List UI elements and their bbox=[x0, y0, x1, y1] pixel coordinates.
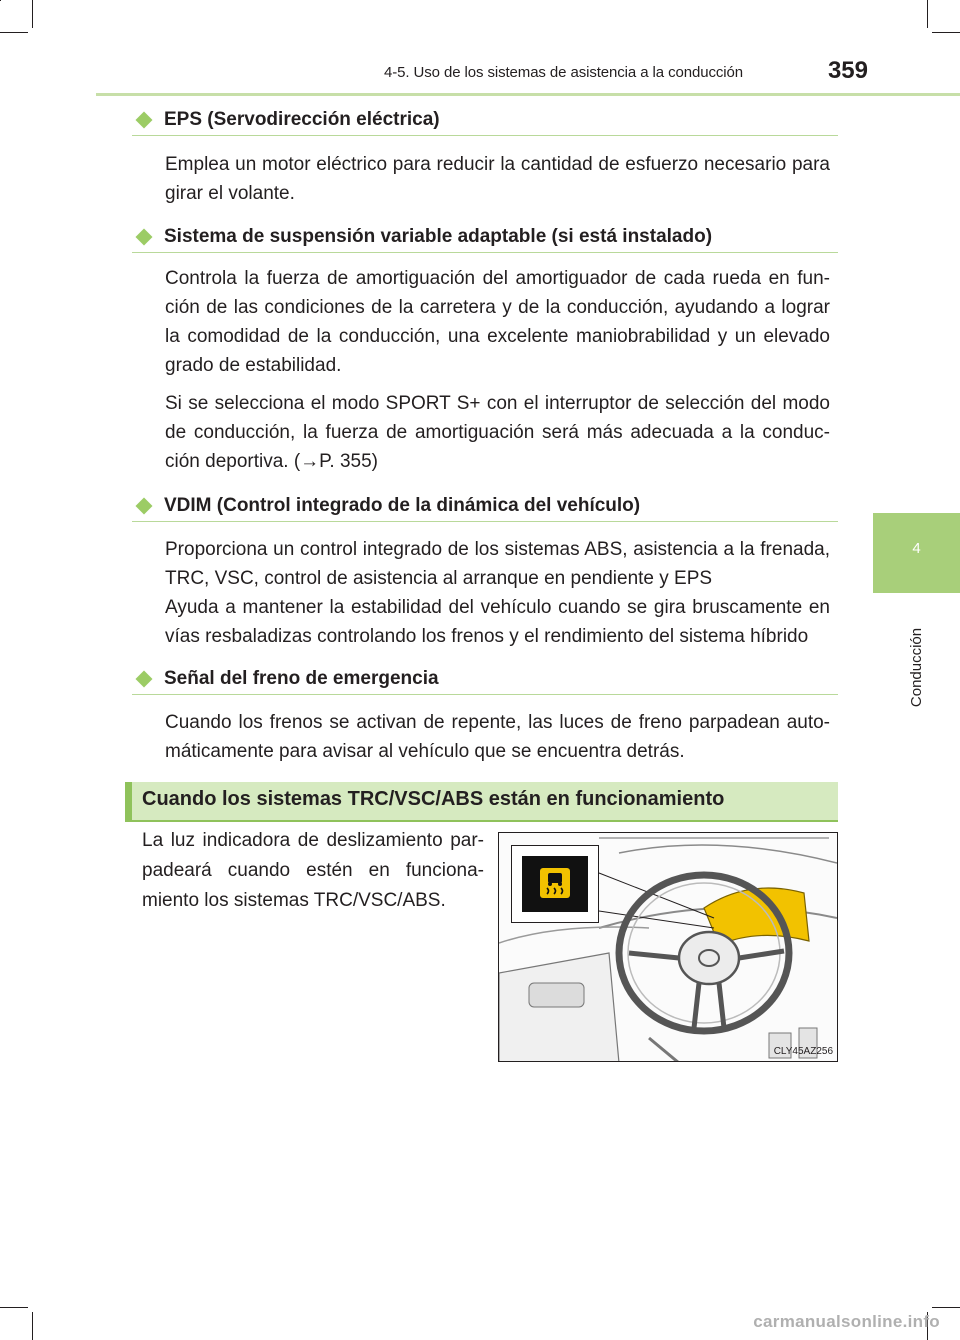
slip-indicator-icon bbox=[540, 868, 570, 898]
section-heading: VDIM (Control integrado de la dinámica del vehículo) bbox=[164, 495, 641, 516]
crop-mark bbox=[932, 32, 960, 33]
section-emergency-brake-signal bbox=[132, 664, 838, 695]
section-suspension bbox=[132, 222, 838, 253]
callout-header bbox=[125, 782, 838, 820]
section-vdim bbox=[132, 491, 838, 522]
figure-code: CLY45AZ256 bbox=[773, 1046, 833, 1057]
crop-mark bbox=[32, 1312, 33, 1340]
diamond-bullet-icon bbox=[136, 112, 153, 129]
crop-mark bbox=[0, 0, 1, 1]
section-heading: Sistema de suspensión variable adaptable (si está instalado) bbox=[164, 226, 713, 247]
indicator-inset bbox=[511, 845, 599, 923]
chapter-label: Conducción bbox=[908, 627, 925, 708]
paragraph: Controla la fuerza de amortiguación del amortiguador de cada rueda en fun-ción de las condiciones de la carretera y de la conducción, ayudando a lograr la comodidad de la conducción, una excelente maniobrabilidad y un elevado grado de estabilidad. bbox=[165, 268, 830, 376]
paragraph: Proporciona un control integrado de los sistemas ABS, asistencia a la frenada, TRC, VSC, control de asistencia al arranque en pendiente y EPS bbox=[165, 539, 830, 589]
crop-mark bbox=[932, 1307, 960, 1308]
paragraph: Ayuda a mantener la estabilidad del vehículo cuando se gira bruscamente en vías resbaladizas controlando los frenos y el rendimiento del sistema híbrido bbox=[165, 597, 830, 647]
header-section-title: 4-5. Uso de los sistemas de asistencia a la conducción bbox=[384, 64, 743, 81]
footer-watermark[interactable]: carmanualsonline.info bbox=[753, 1312, 940, 1331]
section-eps bbox=[132, 105, 838, 136]
callout-body: La luz indicadora de deslizamiento par-padeará cuando estén en funciona-miento los sistemas TRC/VSC/ABS. bbox=[142, 830, 484, 911]
indicator-panel bbox=[522, 856, 588, 912]
paragraph: Emplea un motor eléctrico para reducir la cantidad de esfuerzo necesario para girar el volante. bbox=[165, 154, 830, 204]
diamond-bullet-icon bbox=[136, 498, 153, 515]
paragraph: Cuando los frenos se activan de repente, las luces de freno parpadean auto-máticamente para avisar al vehículo que se encuentra detrás. bbox=[165, 712, 830, 762]
chapter-number: 4 bbox=[912, 540, 921, 557]
crop-mark bbox=[32, 0, 33, 28]
section-heading: Señal del freno de emergencia bbox=[164, 668, 439, 689]
crop-mark bbox=[0, 32, 28, 33]
callout-title: Cuando los sistemas TRC/VSC/ABS están en funcionamiento bbox=[142, 788, 725, 810]
diamond-bullet-icon bbox=[136, 671, 153, 688]
chapter-label-box bbox=[873, 600, 960, 735]
dashboard-illustration bbox=[498, 832, 838, 1062]
diamond-bullet-icon bbox=[136, 229, 153, 246]
section-heading: EPS (Servodirección eléctrica) bbox=[164, 109, 440, 130]
page-number: 359 bbox=[827, 57, 868, 84]
paragraph: Si se selecciona el modo SPORT S+ con el interruptor de selección del modo de conducción, la fuerza de amortiguación será más adecuada a la conduc-ción deportiva. (→P. 355) bbox=[165, 393, 830, 472]
header-rule bbox=[96, 93, 960, 96]
crop-mark bbox=[0, 1307, 28, 1308]
crop-mark bbox=[927, 0, 928, 28]
